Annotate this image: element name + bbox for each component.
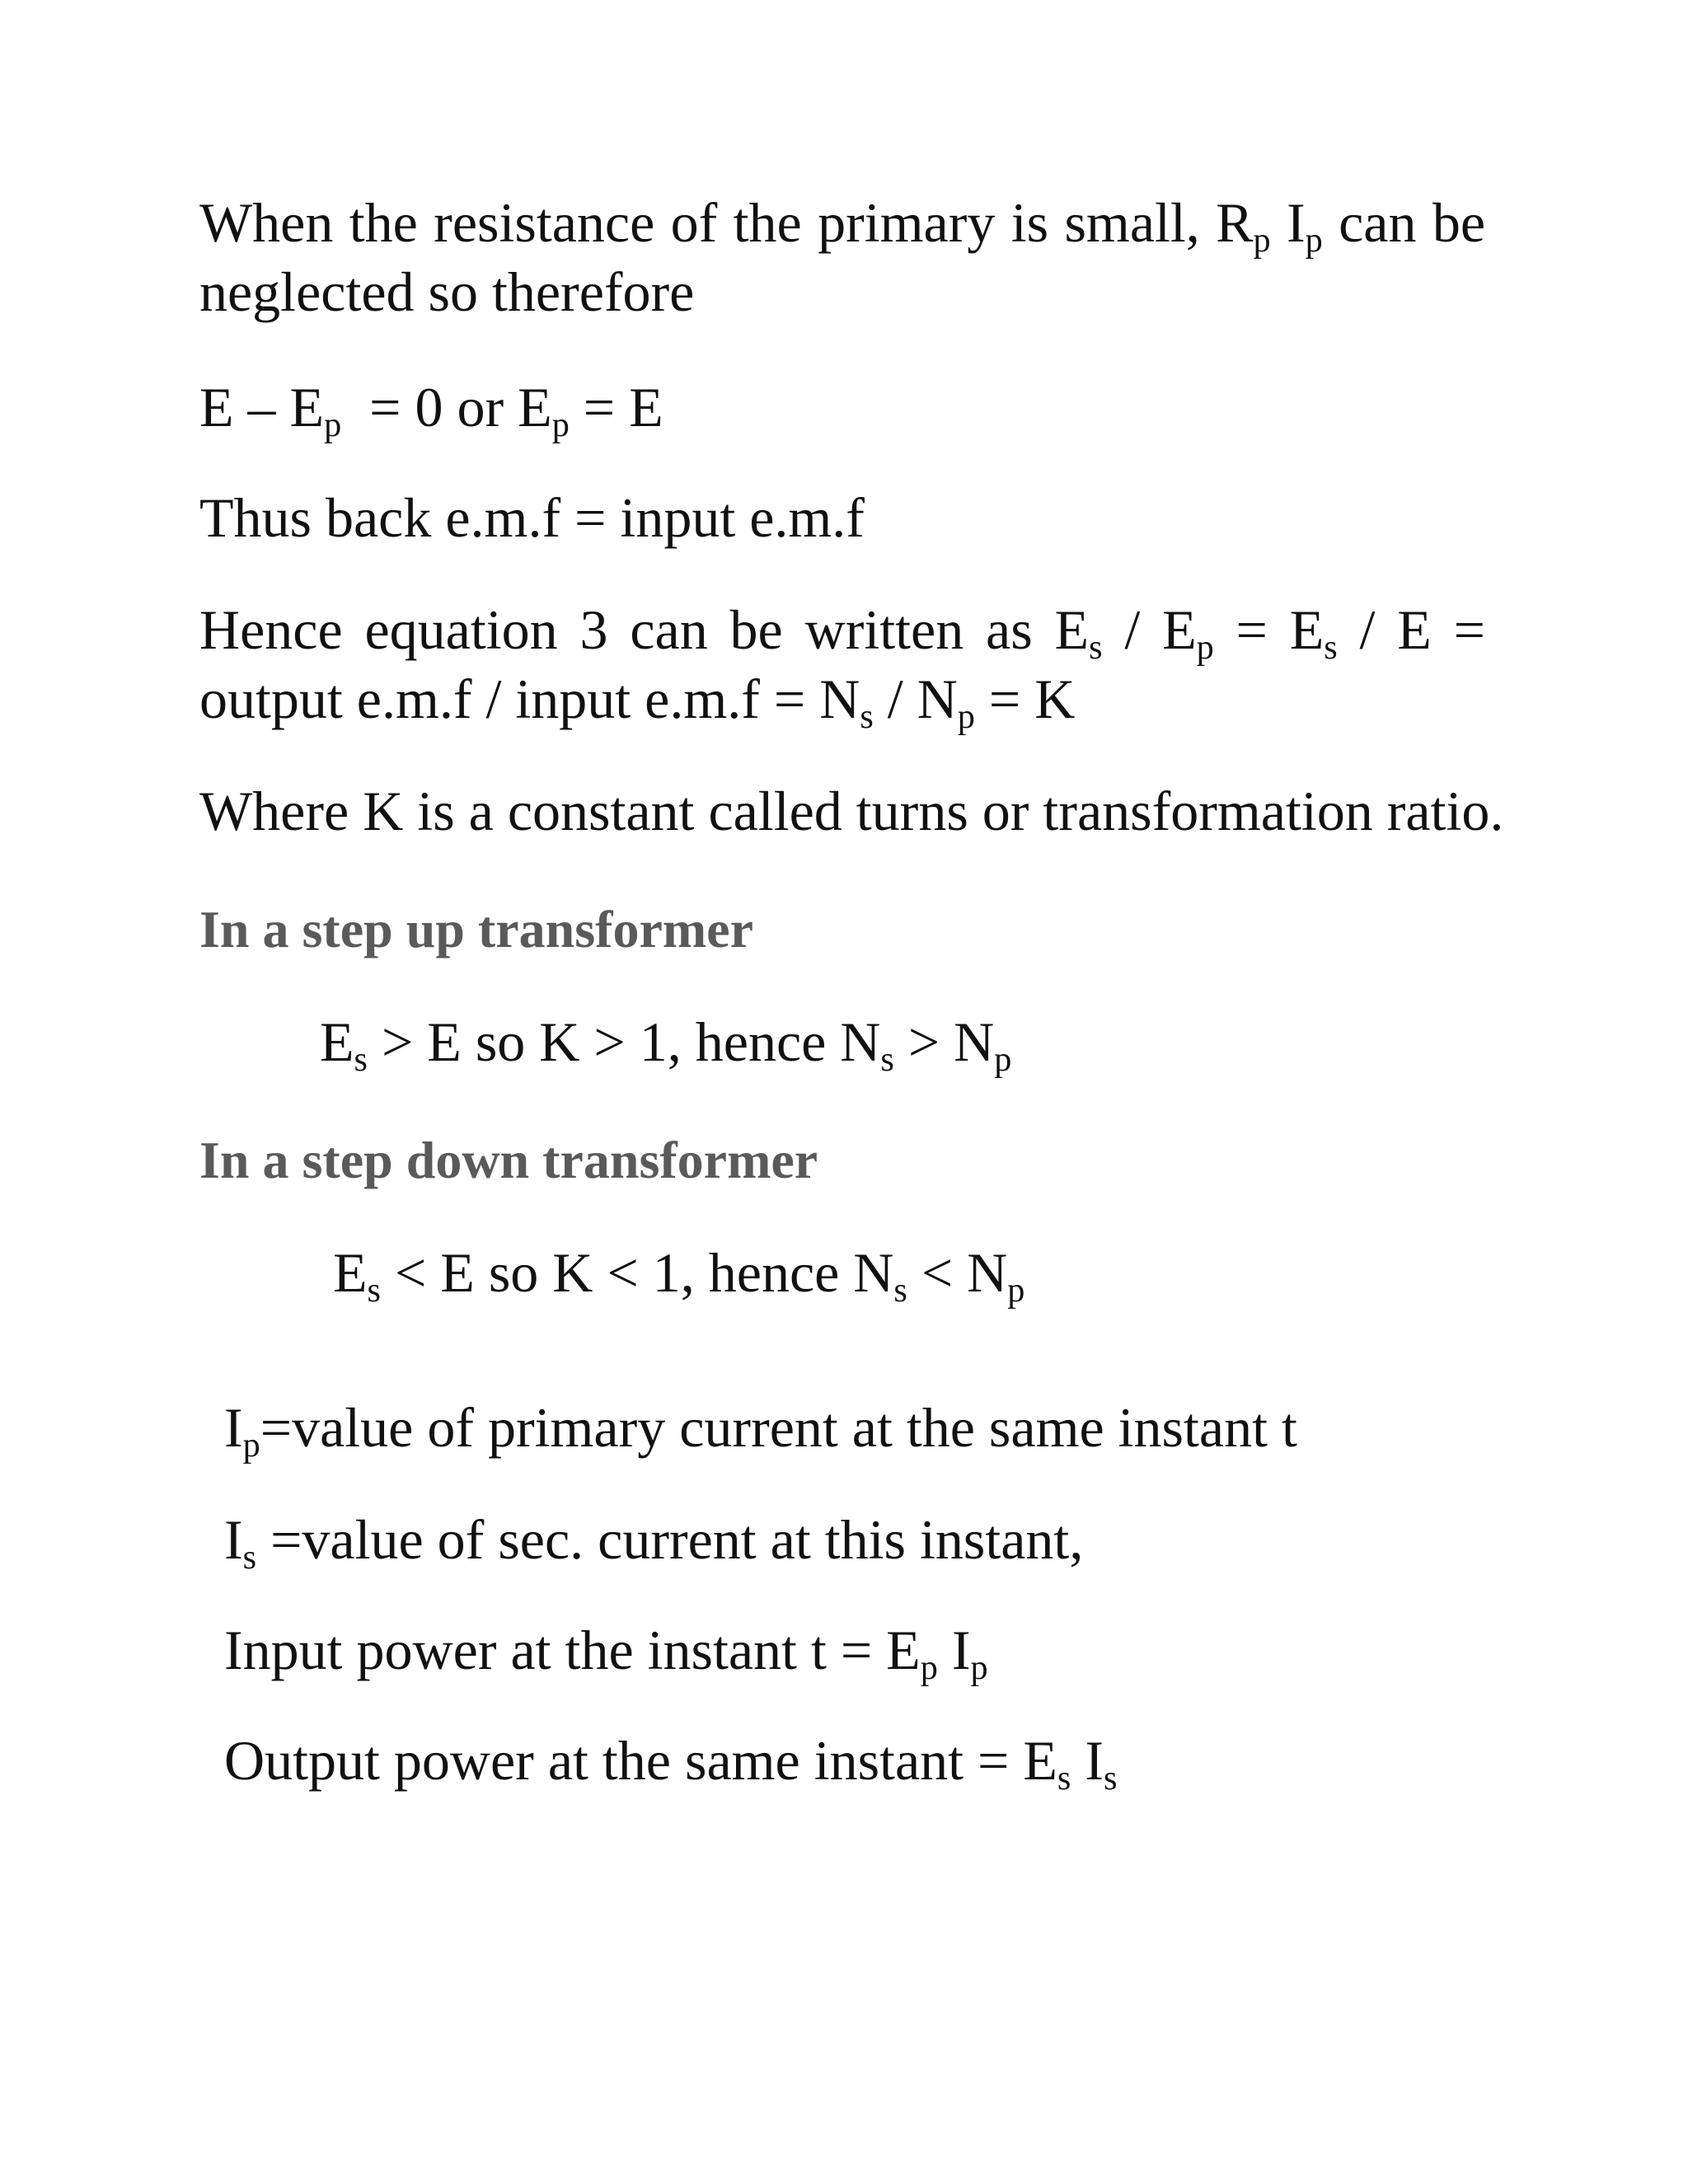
subscript: p xyxy=(1007,1270,1025,1310)
primary-current-definition xyxy=(224,1393,1297,1465)
paragraph-resistance-neglected xyxy=(199,188,1485,326)
equation-step-up xyxy=(320,1007,1012,1079)
text-run: E – E xyxy=(199,376,325,438)
text-run: I xyxy=(224,1396,243,1459)
text-run: / N xyxy=(873,668,958,730)
subscript: s xyxy=(880,1039,894,1079)
where-k-line: Where K is a constant called turns or transformation ratio. xyxy=(199,780,1504,842)
text-run: = E xyxy=(569,376,663,438)
heading-step-down: In a step down transformer xyxy=(199,1131,818,1189)
paragraph-transformation-equation xyxy=(199,595,1486,736)
heading-step-up: In a step up transformer xyxy=(199,900,753,958)
text-run: > E so K > 1, hence N xyxy=(367,1010,881,1073)
text-run: can be neglected so therefore xyxy=(199,191,1486,323)
text-run: I xyxy=(1270,191,1306,254)
subscript: p xyxy=(551,405,570,444)
text-run: When the resistance of the primary is small, R xyxy=(199,191,1254,254)
subscript: p xyxy=(242,1425,260,1465)
text-run: / E xyxy=(1102,598,1197,661)
subscript: s xyxy=(1089,627,1103,667)
thus-line: Thus back e.m.f = input e.m.f xyxy=(199,486,865,549)
text-run: / E = output e.m.f / input e.m.f = N xyxy=(199,598,1486,730)
input-power-line xyxy=(224,1615,988,1685)
subscript: p xyxy=(994,1039,1012,1079)
text-run: < N xyxy=(907,1241,1008,1304)
subscript: s xyxy=(1057,1758,1071,1797)
equation-step-down xyxy=(333,1238,1025,1310)
output-power-line xyxy=(224,1726,1117,1795)
text-run: I xyxy=(937,1619,971,1681)
text-run: =value of sec. current at this instant, xyxy=(256,1508,1084,1571)
subscript: s xyxy=(242,1537,257,1577)
text-run: = 0 or E xyxy=(341,376,552,438)
subscript: p xyxy=(324,405,342,444)
text-run: Input power at the instant t = E xyxy=(224,1619,921,1681)
text-run: E xyxy=(320,1010,354,1073)
subscript: p xyxy=(1305,220,1323,260)
text-run: = K xyxy=(974,668,1076,730)
text-run: < E so K < 1, hence N xyxy=(380,1241,894,1304)
text-run: = E xyxy=(1213,598,1325,661)
subscript: s xyxy=(860,696,874,736)
subscript: s xyxy=(354,1039,368,1079)
subscript: s xyxy=(1103,1758,1118,1797)
text-run: Hence equation 3 can be written as E xyxy=(199,598,1090,661)
subscript: s xyxy=(367,1270,381,1310)
text-run: I xyxy=(224,1508,243,1571)
subscript: p xyxy=(957,696,975,736)
subscript: p xyxy=(1196,627,1214,667)
text-run: I xyxy=(1071,1729,1104,1792)
subscript: p xyxy=(970,1647,988,1687)
text-run: Output power at the same instant = E xyxy=(224,1729,1057,1792)
equation-back-emf xyxy=(199,373,663,442)
subscript: s xyxy=(1324,627,1338,667)
secondary-current-definition xyxy=(224,1505,1084,1577)
subscript: p xyxy=(920,1647,938,1687)
subscript: p xyxy=(1253,220,1271,260)
subscript: s xyxy=(893,1270,907,1310)
text-run: E xyxy=(333,1241,368,1304)
text-run: =value of primary current at the same instant t xyxy=(260,1396,1297,1459)
text-run: > N xyxy=(893,1010,995,1073)
